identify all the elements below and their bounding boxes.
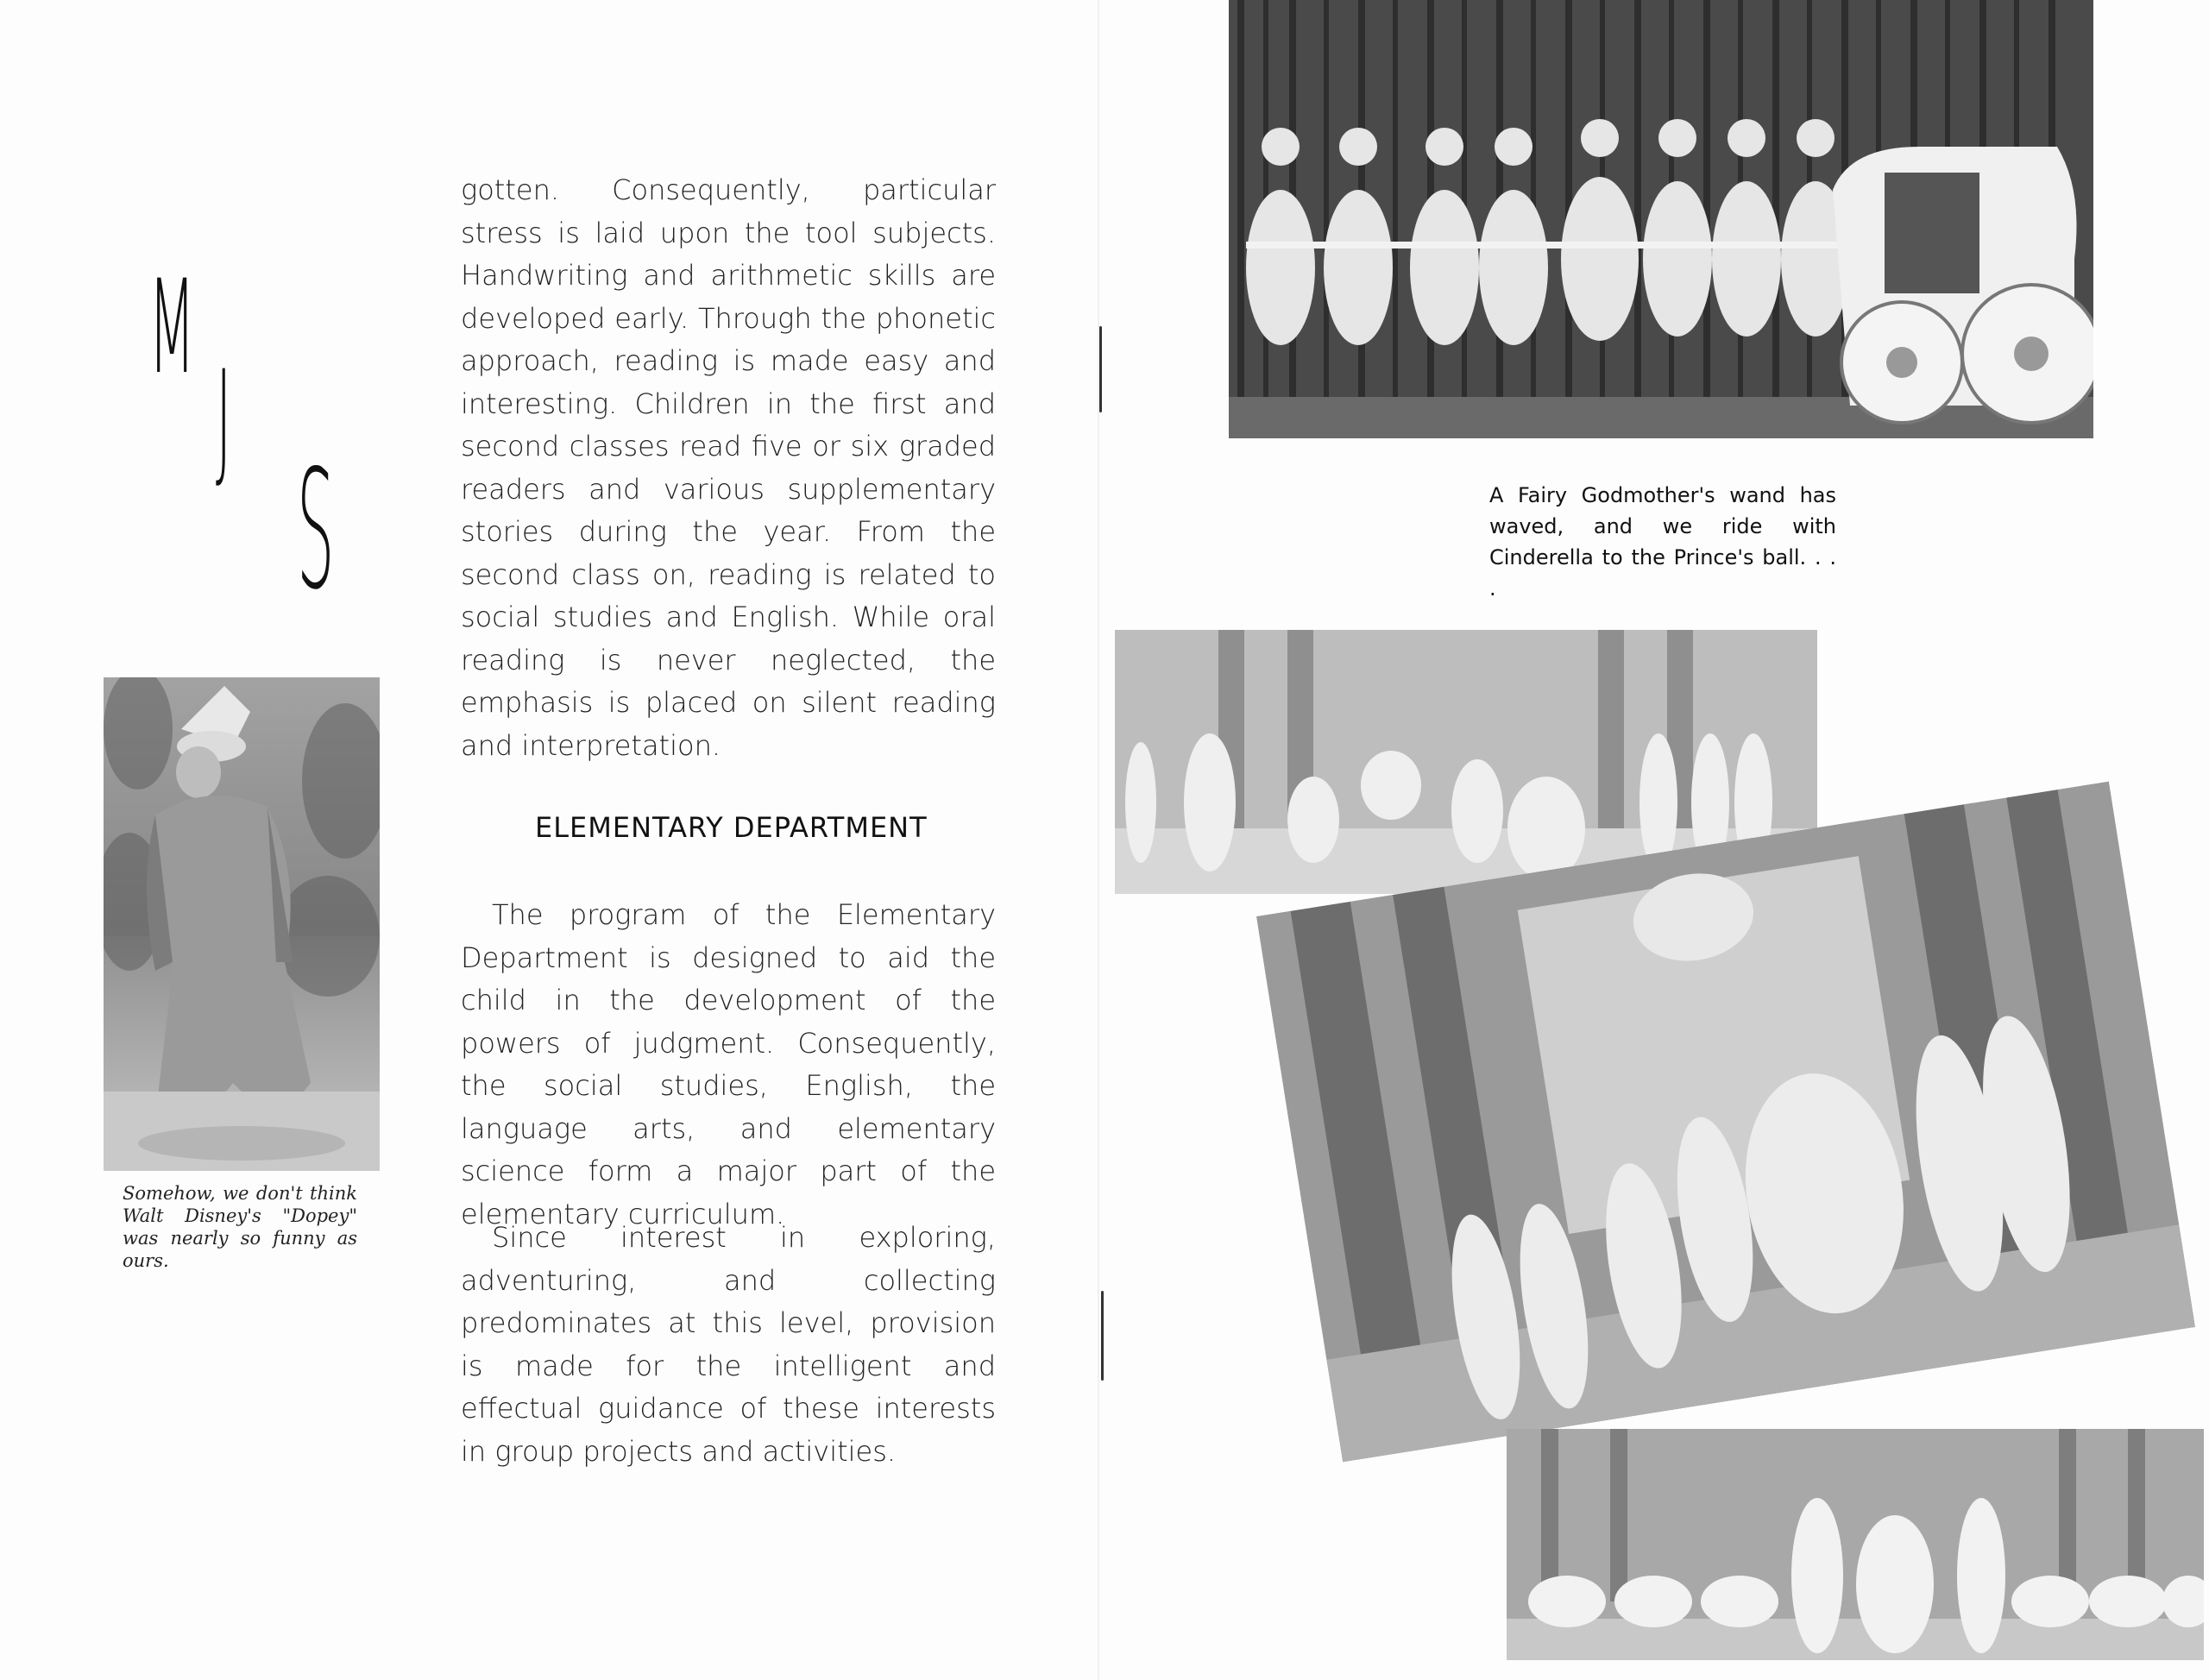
paragraph-1-text: The program of the Elementary Department is designed to aid the child in the development of the powers of judgment. Consequently, the social studies, English, the language arts, and elementary science form a major part of the elementary curriculum. bbox=[461, 898, 996, 1230]
carriage-photo bbox=[1229, 0, 2093, 438]
paragraph-2-text: Since interest in exploring, adventuring, and collecting predominates at this level, provision is made for the intelligent and effectual guidance of these interests in group projects and activities. bbox=[461, 1221, 996, 1468]
intro-paragraph bbox=[461, 169, 996, 767]
elementary-paragraph-1 bbox=[461, 894, 996, 1236]
section-heading: ELEMENTARY DEPARTMENT bbox=[535, 811, 928, 844]
monogram-letter-m: M bbox=[148, 253, 196, 403]
dopey-photo bbox=[104, 677, 380, 1171]
dopey-caption: Somehow, we don't think Walt Disney's "Dopey" was nearly so funny as ours. bbox=[123, 1183, 357, 1271]
intro-text: gotten. Consequently, particular stress is laid upon the tool subjects. Handwriting and arithmetic skills are developed early. Through the phonetic approach, reading is made easy and interesting. Children in the first and second classes read five or six graded readers and various supplementary stories during the year. From the second class on, reading is related to social studies and English. While oral reading is never neglected, the emphasis is placed on silent reading and interpretation. bbox=[461, 173, 996, 762]
staple-top bbox=[1099, 326, 1102, 412]
ballet-line-photo bbox=[1507, 1429, 2204, 1660]
elementary-paragraph-2 bbox=[461, 1217, 996, 1473]
staple-bottom bbox=[1101, 1291, 1104, 1381]
monogram-letter-s: S bbox=[297, 435, 335, 626]
carriage-caption: A Fairy Godmother's wand has waved, and we ride with Cinderella to the Prince's ball. . . . bbox=[1489, 483, 1836, 601]
monogram-letter-j: J bbox=[216, 343, 232, 494]
page-gutter bbox=[1098, 0, 1099, 1680]
